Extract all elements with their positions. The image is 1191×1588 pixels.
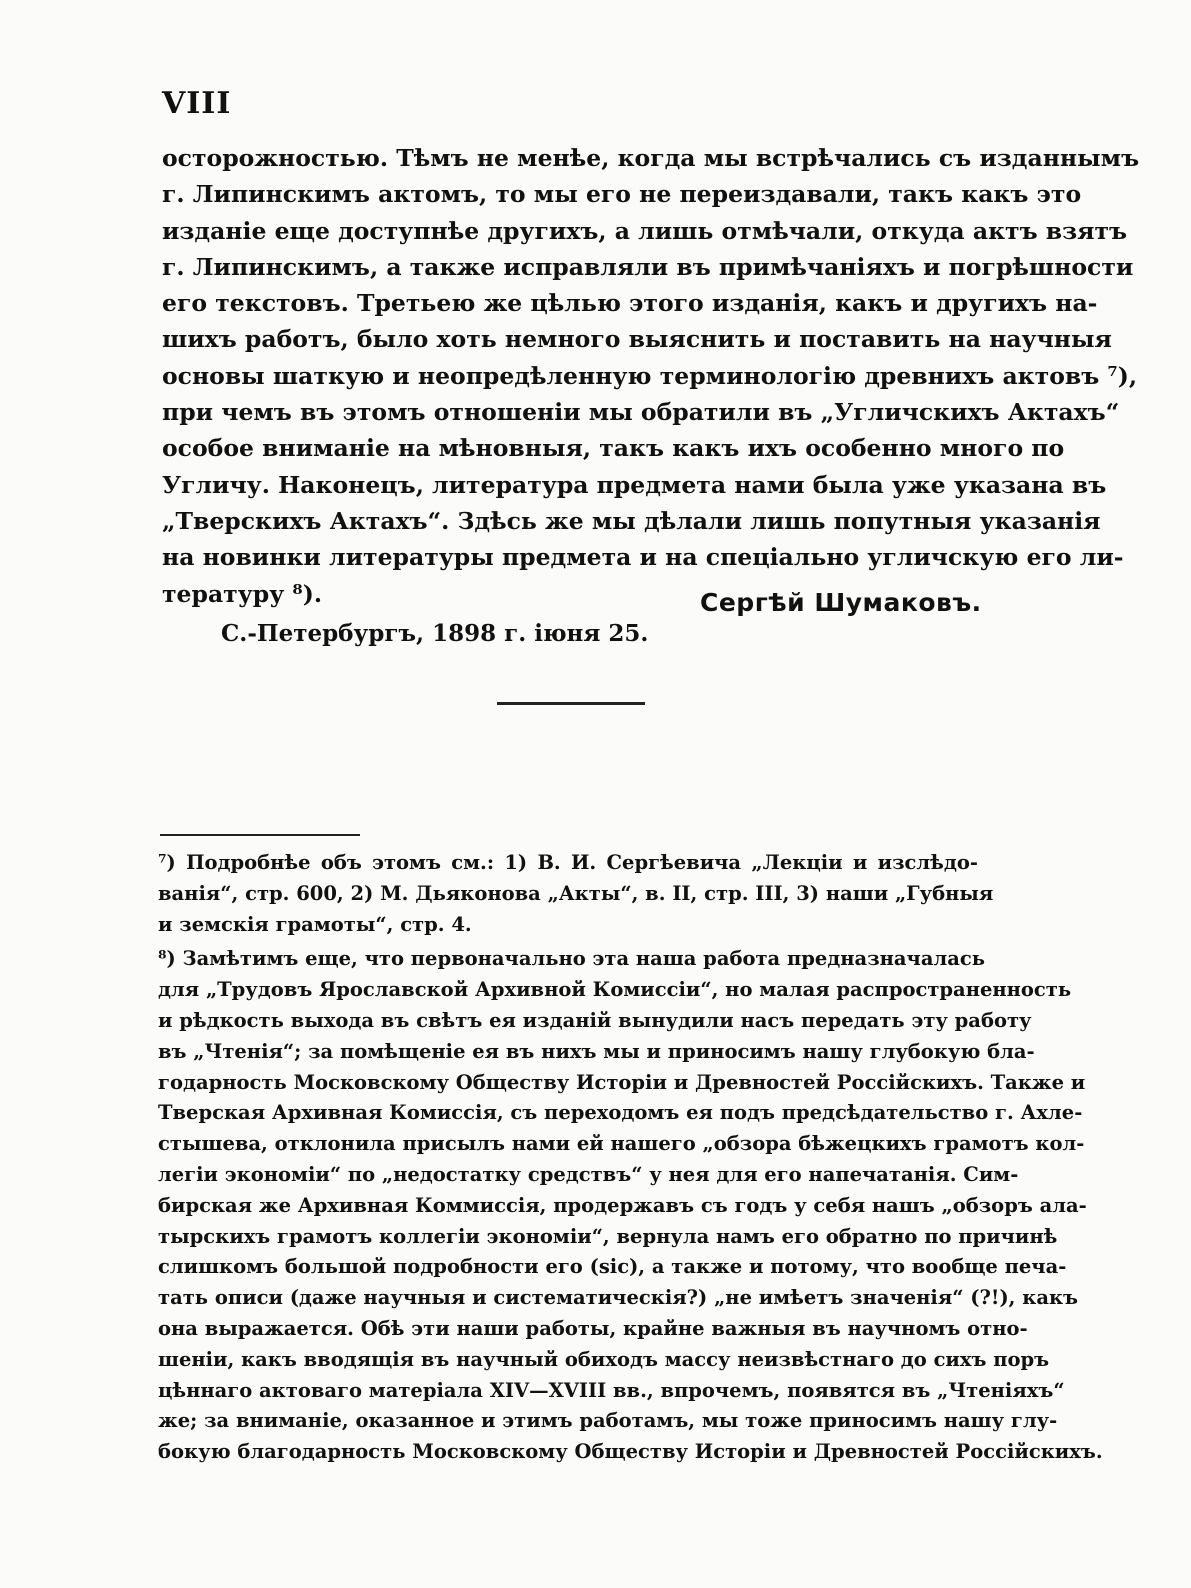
body-line: Угличу. Наконецъ, литература предмета нами была уже указана въ: [162, 470, 1107, 499]
footnote-line: тать описи (даже научныя и систематическія?) „не имѣетъ значенія“ (?!), какъ: [158, 1286, 1079, 1310]
body-line: особое вниманіе на мѣновныя, такъ какъ ихъ особенно много по: [162, 434, 1065, 463]
body-line: осторожностью. Тѣмъ не менѣе, когда мы встрѣчались съ изданнымъ: [162, 144, 1140, 172]
footnote-line: и рѣдкость выхода въ свѣтъ ея изданій вынудили насъ передать эту работу: [158, 1008, 1032, 1032]
body-line: „Тверскихъ Актахъ“. Здѣсь же мы дѣлали лишь попутныя указанія: [162, 506, 1101, 535]
page-number: VIII: [162, 86, 232, 121]
footnote-line: и земскія грамоты“, стр. 4.: [158, 912, 472, 936]
footnote-line: для „Трудовъ Ярославской Архивной Комиссіи“, но малая распространенность: [158, 978, 1072, 1002]
footnote-7: [158, 848, 994, 940]
body-line: г. Липинскимъ, а также исправляли въ примѣчаніяхъ и погрѣшности: [162, 252, 1134, 281]
footnote-line: легіи экономіи“ по „недостатку средствъ“ у нея для его напечатанія. Сим-: [158, 1162, 1019, 1186]
footnote-line: Тверская Архивная Комиссія, съ переходомъ ея подъ предсѣдательство г. Ахле-: [158, 1101, 1083, 1125]
footnote-line: ванія“, стр. 600, 2) М. Дьяконова „Акты“, в. II, стр. III, 3) наши „Губныя: [158, 881, 994, 905]
body-line: его текстовъ. Третьею же цѣлью этого изданія, какъ и другихъ на-: [162, 289, 1098, 318]
body-line: изданіе еще доступнѣе другихъ, а лишь отмѣчали, откуда актъ взятъ: [162, 216, 1128, 245]
body-line: на новинки литературы предмета и на спеціально угличскую его ли-: [162, 543, 1124, 572]
footnotes: [158, 848, 1103, 1472]
place-date: С.-Петербургъ, 1898 г. іюня 25.: [221, 620, 649, 647]
footnote-line: она выражается. Обѣ эти наши работы, крайне важныя въ научномъ отно-: [158, 1316, 1028, 1340]
body-line: при чемъ въ этомъ отношеніи мы обратили въ „Угличскихъ Актахъ“: [162, 398, 1120, 427]
section-end-rule: [497, 702, 645, 705]
footnote-line: цѣннаго актоваго матеріала XIV—XVIII вв., впрочемъ, появятся въ „Чтеніяхъ“: [158, 1378, 1065, 1402]
footnote-line: тырскихъ грамотъ коллегіи экономіи“, вернула намъ его обратно по причинѣ: [158, 1224, 1058, 1248]
body-line: тературу ⁸).: [162, 579, 323, 608]
footnote-line: стышева, отклонила присылъ нами ей нашего „обзора бѣжецкихъ грамотъ кол-: [158, 1132, 1085, 1156]
body-line: г. Липинскимъ актомъ, то мы его не переиздавали, такъ какъ это: [162, 180, 1082, 209]
author-signature: Сергѣй Шумаковъ.: [700, 588, 982, 617]
footnote-line: ⁷) Подробнѣе объ этомъ см.: 1) В. И. Сергѣевича „Лекціи и изслѣдо-: [158, 851, 978, 874]
footnote-8: [158, 944, 1103, 1468]
footnote-separator: [160, 834, 360, 836]
footnote-line: же; за вниманіе, оказанное и этимъ работамъ, мы тоже приносимъ нашу глу-: [158, 1409, 1058, 1433]
footnote-line: годарность Московскому Обществу Исторіи и Древностей Россійскихъ. Также и: [158, 1070, 1086, 1094]
footnote-line: шеніи, какъ вводящія въ научный обиходъ массу неизвѣстнаго до сихъ поръ: [158, 1347, 1050, 1371]
footnote-line: бокую благодарность Московскому Обществу Исторіи и Древностей Россійскихъ.: [158, 1440, 1103, 1464]
body-text: [162, 140, 1140, 612]
body-line: шихъ работъ, было хоть немного выяснить и поставить на научныя: [162, 325, 1112, 354]
footnote-line: ⁸) Замѣтимъ еще, что первоначально эта наша работа предназначалась: [158, 947, 985, 971]
body-line: основы шаткую и неопредѣленную терминологію древнихъ актовъ ⁷),: [162, 361, 1138, 390]
footnote-line: бирская же Архивная Коммиссія, продержавъ съ годъ у себя нашъ „обзоръ ала-: [158, 1193, 1087, 1217]
footnote-line: въ „Чтенія“; за помѣщеніе ея въ нихъ мы и приносимъ нашу глубокую бла-: [158, 1039, 1035, 1063]
footnote-line: слишкомъ большой подробности его (sic), а также и потому, что вообще печа-: [158, 1255, 1067, 1279]
